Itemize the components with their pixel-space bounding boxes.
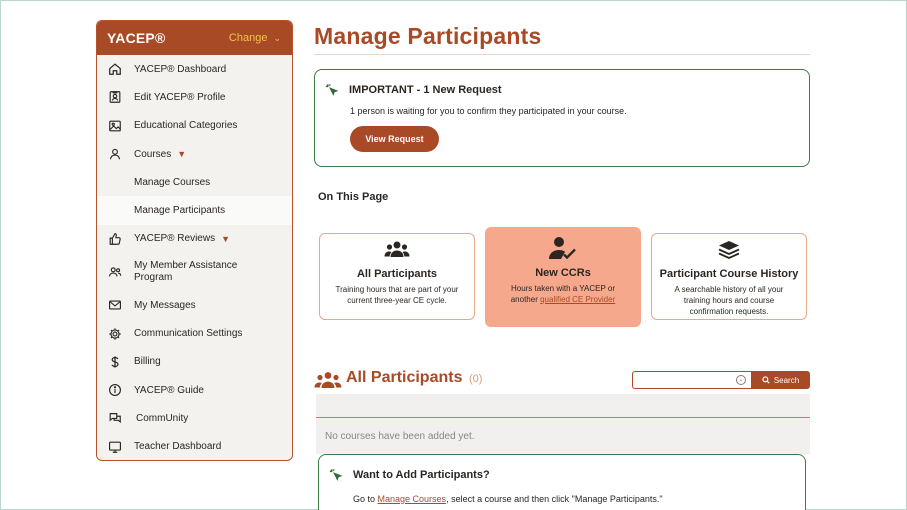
sidebar-item-label: My Messages <box>134 299 196 311</box>
sidebar-item-educational-categories[interactable] <box>97 112 292 140</box>
users-group-icon <box>314 371 342 394</box>
change-label: Change <box>228 32 268 44</box>
thumbs-up-icon <box>107 231 123 247</box>
sidebar-item-courses[interactable] <box>97 140 292 168</box>
sidebar-item-label: Courses <box>134 148 172 160</box>
empty-state-text: No courses have been added yet. <box>325 431 475 442</box>
card-title: Participant Course History <box>659 268 799 280</box>
sidebar-item-reviews[interactable] <box>97 225 292 253</box>
manage-courses-link[interactable]: Manage Courses <box>377 494 447 504</box>
search-input[interactable] <box>632 371 751 389</box>
sidebar-item-label: Billing <box>134 356 161 368</box>
sidebar-item-label: CommUnity <box>136 412 189 424</box>
alert-title: Want to Add Participants? <box>353 469 490 481</box>
sidebar-item-messages[interactable] <box>97 291 292 319</box>
search-bar <box>632 371 810 389</box>
sidebar-item-manage-participants[interactable] <box>97 196 292 224</box>
search-icon <box>762 376 770 384</box>
participants-table-empty <box>316 394 810 454</box>
gear-icon <box>107 326 123 342</box>
chevron-down-icon: ▼ <box>221 233 231 244</box>
card-description: A searchable history of all your training hours and course confirmation requests. <box>674 285 784 316</box>
card-description: Training hours that are part of your current three-year CE cycle. <box>335 285 459 305</box>
section-header <box>314 368 810 392</box>
sidebar-item-edit-profile[interactable] <box>97 83 292 111</box>
sidebar-item-teacher-dashboard[interactable] <box>97 433 292 461</box>
qualified-ce-provider-link[interactable]: qualified CE Provider <box>540 295 616 304</box>
sidebar-item-label: Manage Participants <box>134 205 226 217</box>
chevron-down-icon[interactable]: ⌄ <box>736 375 746 385</box>
sidebar-item-label: Educational Categories <box>134 120 238 132</box>
page-title: Manage Participants <box>314 23 542 49</box>
card-description-text: Hours taken with a YACEP or another <box>510 284 616 304</box>
info-icon <box>107 382 123 398</box>
alert-header <box>329 468 793 482</box>
id-card-icon <box>107 89 123 105</box>
user-icon <box>107 146 123 162</box>
sidebar-item-label: Manage Courses <box>134 176 211 188</box>
on-this-page-heading: On This Page <box>318 191 389 203</box>
sidebar-item-dashboard[interactable] <box>97 55 292 83</box>
sidebar-item-label: YACEP® Guide <box>134 384 204 396</box>
alert-text <box>353 494 793 504</box>
sidebar-item-communication-settings[interactable] <box>97 319 292 347</box>
sidebar-item-manage-courses[interactable] <box>97 168 292 196</box>
image-icon <box>107 118 123 134</box>
sidebar <box>96 20 293 461</box>
chat-icon <box>107 410 123 426</box>
change-button[interactable] <box>229 32 281 44</box>
sidebar-item-guide[interactable] <box>97 376 292 404</box>
sidebar-item-member-assistance[interactable] <box>97 253 292 291</box>
alert-text-post: , select a course and then click "Manage Participants." <box>446 494 663 504</box>
alert-text-pre: Go to <box>353 494 378 504</box>
table-divider <box>316 417 810 418</box>
section-title <box>346 369 482 387</box>
participant-count: (0) <box>468 373 483 385</box>
view-request-button[interactable]: View Request <box>350 126 439 152</box>
sidebar-menu <box>97 55 292 461</box>
card-title: New CCRs <box>535 267 591 279</box>
click-pointer-icon <box>329 468 343 482</box>
sidebar-item-label: My Member Assistance Program <box>134 260 238 284</box>
mail-icon <box>107 297 123 313</box>
search-button[interactable] <box>751 371 810 389</box>
search-button-label: Search <box>773 375 800 385</box>
alert-text: 1 person is waiting for you to confirm they participated in your course. <box>350 106 627 116</box>
sidebar-item-community[interactable] <box>97 404 292 432</box>
add-participants-alert <box>318 454 806 510</box>
sidebar-item-label: YACEP® Dashboard <box>134 63 227 75</box>
sidebar-item-label: Communication Settings <box>134 328 243 340</box>
brand-logo: YACEP® <box>107 30 166 46</box>
sidebar-item-billing[interactable] <box>97 348 292 376</box>
chevron-down-icon: ⌄ <box>273 32 281 43</box>
alert-title: IMPORTANT - 1 New Request <box>349 84 502 96</box>
all-participants-section <box>314 0 810 510</box>
sidebar-item-label: Edit YACEP® Profile <box>134 91 226 103</box>
card-title: All Participants <box>356 268 438 280</box>
section-title-text: All Participants <box>346 369 463 386</box>
sidebar-header <box>97 21 292 55</box>
sidebar-item-label: YACEP® Reviews <box>134 233 216 245</box>
chevron-down-icon: ▼ <box>177 149 187 160</box>
sidebar-item-label: Teacher Dashboard <box>134 441 222 453</box>
users-icon <box>107 264 123 280</box>
dashboard-icon <box>107 439 123 455</box>
dollar-icon <box>107 354 123 370</box>
home-icon <box>107 61 123 77</box>
